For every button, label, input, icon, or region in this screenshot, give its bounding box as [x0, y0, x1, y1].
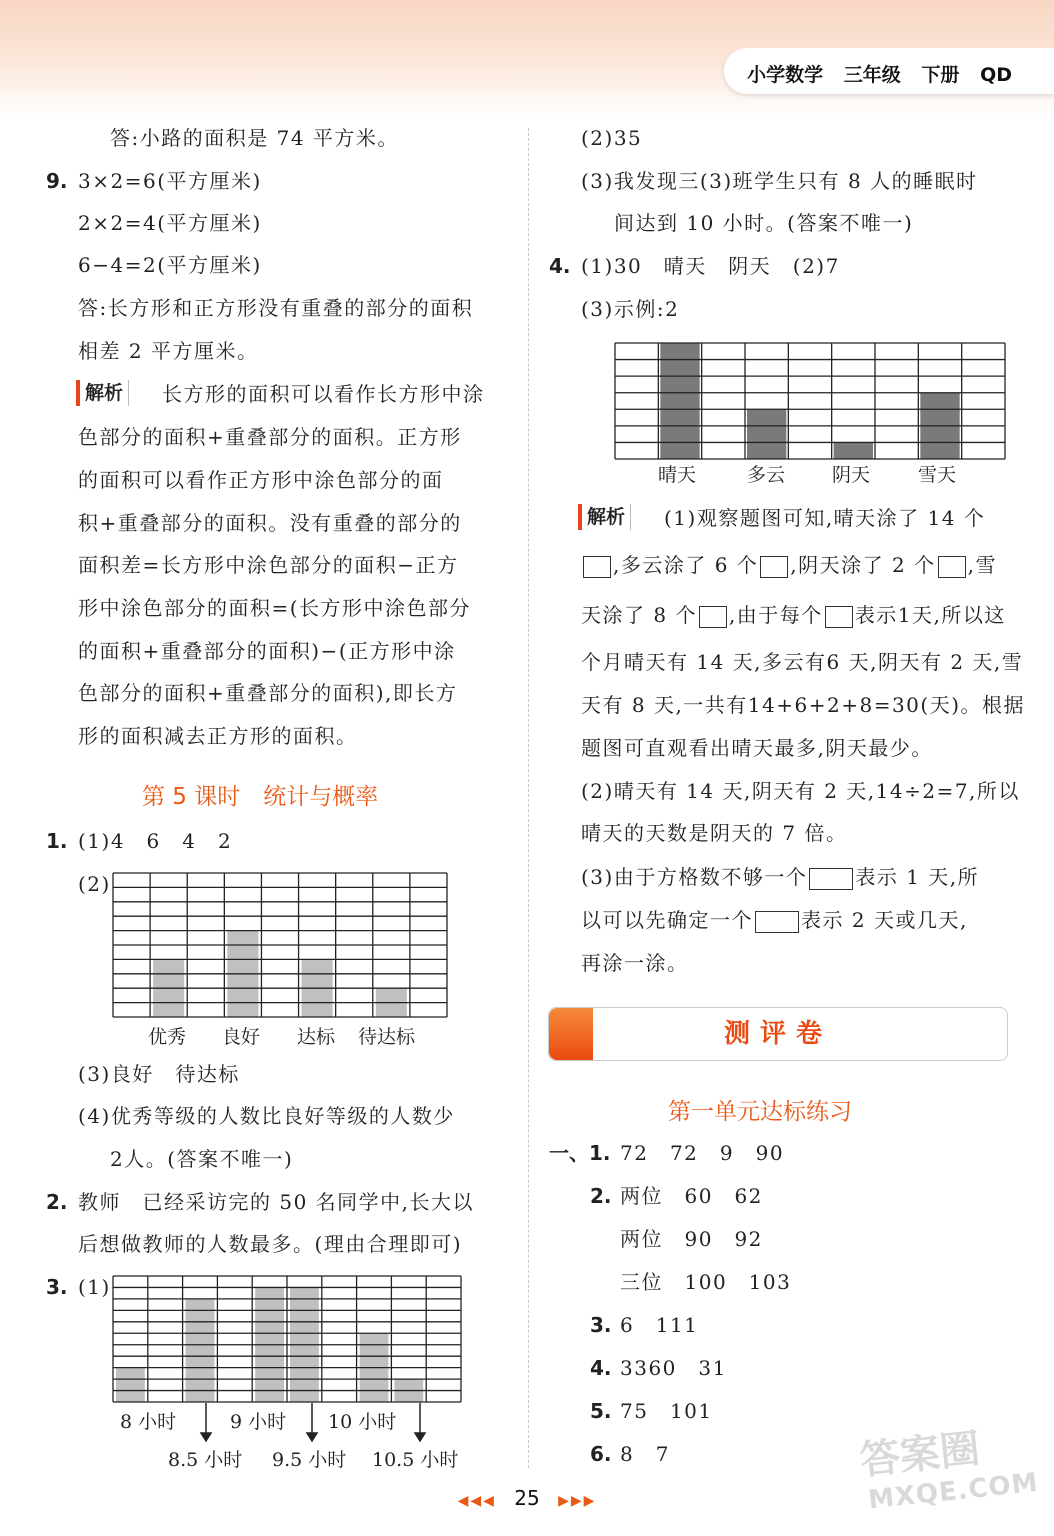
square-symbol — [583, 556, 611, 578]
chart1-x-label: 达标 — [297, 1026, 336, 1048]
chart-grid-group — [113, 873, 447, 1017]
chart2-pointer-arrows — [112, 1403, 462, 1443]
q3-part-1: (1) — [78, 1275, 111, 1299]
q8-answer: 答:小路的面积是 74 平方米。 — [110, 126, 399, 150]
q9-answer-2: 相差 2 平方厘米。 — [78, 339, 259, 363]
analysis-right-line: 个月晴天有 14 天,多云有6 天,阴天有 2 天,雪 — [581, 650, 1024, 674]
e3-number: 3. — [590, 1313, 612, 1337]
e3-answer: 6 111 — [620, 1313, 699, 1337]
analysis-right-line: ,多云涂了 6 个 ,阴天涂了 2 个 ,雪 — [581, 553, 997, 578]
e2-line-1: 两位 60 62 — [620, 1184, 763, 1208]
q9-line-2: 2×2=4(平方厘米) — [78, 211, 262, 235]
analysis-line: 面积差=长方形中涂色部分的面积−正方 — [78, 553, 459, 577]
chart1-x-label: 优秀 — [148, 1026, 187, 1048]
header-title — [747, 60, 1012, 87]
e5-number: 5. — [590, 1399, 612, 1423]
analysis-right-line: (2)晴天有 14 天,阴天有 2 天,14÷2=7,所以 — [581, 779, 1020, 803]
header-subject: 小学数学 — [747, 64, 824, 86]
analysis-line: 色部分的面积+重叠部分的面积。正方形 — [78, 425, 462, 449]
analysis-right-line: (1)观察题图可知,晴天涂了 14 个 — [664, 506, 986, 530]
q1-number: 1. — [46, 829, 68, 853]
q1-part-3: (3)良好 待达标 — [78, 1062, 240, 1086]
square-symbol — [760, 556, 788, 578]
square-symbol — [825, 606, 853, 628]
square-symbol — [699, 606, 727, 628]
q2-number: 2. — [46, 1190, 68, 1214]
analysis-line: 色部分的面积+重叠部分的面积),即长方 — [78, 681, 458, 705]
bar-1 — [116, 1368, 145, 1402]
e6-answer: 8 7 — [620, 1442, 670, 1466]
q3-part-2: (2)35 — [581, 126, 643, 150]
chart2-x-label: 8.5 小时 — [168, 1449, 243, 1471]
q9-line-1: 3×2=6(平方厘米) — [78, 169, 262, 193]
q1-part-4b: 2人。(答案不唯一) — [110, 1147, 294, 1171]
analysis-line: 的面积+重叠部分的面积)−(正方形中涂 — [78, 639, 456, 663]
q4-number: 4. — [549, 254, 571, 278]
q1-part-1: (1)4 6 4 2 — [78, 829, 233, 853]
q3-part-3a: (3)我发现三(3)班学生只有 8 人的睡眠时 — [581, 169, 978, 193]
chart3-x-label: 阴天 — [832, 464, 871, 486]
analysis-line: 积+重叠部分的面积。没有重叠的部分的 — [78, 511, 462, 535]
analysis-tag-left: 解析 — [76, 380, 129, 406]
e4-answer: 3360 31 — [620, 1356, 727, 1380]
bar-3 — [834, 442, 873, 459]
header-grade: 三年级 — [843, 64, 901, 86]
bar-2 — [186, 1299, 215, 1402]
e5-answer: 75 101 — [620, 1399, 713, 1423]
analysis-line: 形的面积减去正方形的面积。 — [78, 724, 358, 748]
arrow-head — [201, 1433, 211, 1441]
unit-title: 第一单元达标练习 — [668, 1099, 852, 1125]
eval-title: 测评卷 — [723, 1019, 832, 1049]
analysis-line: 形中涂色部分的面积=(长方形中涂色部分 — [78, 596, 472, 620]
left-arrows-icon: ◀◀◀ — [457, 1493, 496, 1509]
e2-line-3: 三位 100 103 — [620, 1270, 792, 1294]
analysis-right-line: 以可以先确定一个 表示 2 天或几天, — [581, 908, 968, 932]
q9-line-3: 6−4=2(平方厘米) — [78, 253, 262, 277]
chart1-x-label: 待达标 — [358, 1026, 416, 1048]
chart-grades — [112, 872, 448, 1018]
q2-line-1: 教师 已经采访完的 50 名同学中,长大以 — [78, 1190, 475, 1214]
q2-line-2: 后想做教师的人数最多。(理由合理即可) — [78, 1232, 463, 1256]
e1-number: 一、1. — [549, 1141, 611, 1165]
analysis-right-line: (3)由于方格数不够一个 表示 1 天,所 — [581, 865, 980, 889]
chart-weather — [614, 342, 1006, 460]
chart1-x-label: 良好 — [222, 1026, 261, 1048]
section-title: 第 5 课时 统计与概率 — [142, 784, 379, 810]
eval-banner — [548, 1007, 1008, 1061]
analysis-right-line: 天涂了 8 个 ,由于每个 表示1天,所以这 — [581, 603, 1006, 627]
q3-number: 3. — [46, 1275, 68, 1299]
chart3-x-label: 多云 — [747, 464, 786, 486]
chart2-x-label: 10 小时 — [328, 1411, 397, 1433]
chart2-x-label: 8 小时 — [120, 1411, 177, 1433]
analysis-right-line: 天有 8 天,一共有14+6+2+8=30(天)。根据 — [581, 693, 1026, 717]
analysis-right-line: 晴天的天数是阴天的 7 倍。 — [581, 821, 848, 845]
e4-number: 4. — [590, 1356, 612, 1380]
q4-line-1: (1)30 晴天 阴天 (2)7 — [581, 254, 840, 278]
chart2-x-label: 9 小时 — [230, 1411, 287, 1433]
right-arrows-icon: ▶▶▶ — [558, 1493, 597, 1509]
q1-part-4a: (4)优秀等级的人数比良好等级的人数少 — [78, 1104, 455, 1128]
analysis-line: 的面积可以看作正方形中涂色部分的面 — [78, 468, 444, 492]
analysis-right-line: 题图可直观看出晴天最多,阴天最少。 — [581, 736, 933, 760]
q9-number: 9. — [46, 169, 68, 193]
bar-1 — [660, 343, 699, 459]
e2-line-2: 两位 90 92 — [620, 1227, 763, 1251]
chart2-x-label: 10.5 小时 — [372, 1449, 459, 1471]
arrow-head — [307, 1433, 317, 1441]
q4-line-2: (3)示例:2 — [581, 297, 680, 321]
column-divider — [528, 128, 529, 1468]
chart2-x-label: 9.5 小时 — [272, 1449, 347, 1471]
chart-grid-group — [113, 1276, 461, 1402]
page-number: 25 — [514, 1486, 540, 1510]
chart-sleep — [112, 1275, 462, 1403]
header-volume: 下册 — [921, 64, 960, 86]
e6-number: 6. — [590, 1442, 612, 1466]
analysis-tag-right: 解析 — [578, 504, 631, 530]
arrow-head — [415, 1433, 425, 1441]
chart3-x-label: 晴天 — [658, 464, 697, 486]
rectangle-symbol — [755, 911, 799, 933]
chart3-x-label: 雪天 — [918, 464, 957, 486]
e2-number: 2. — [590, 1184, 612, 1208]
q1-part-2: (2) — [78, 872, 111, 896]
rectangle-symbol — [809, 868, 853, 890]
analysis-right-line: 再涂一涂。 — [581, 951, 689, 975]
chart-grid-group — [615, 343, 1005, 459]
watermark: 答案圈 MXQE.COM — [858, 1425, 1041, 1516]
q3-part-3b: 间达到 10 小时。(答案不唯一) — [614, 211, 914, 235]
square-symbol — [938, 556, 966, 578]
e1-answer: 72 72 9 90 — [620, 1141, 785, 1165]
bar-2 — [747, 409, 786, 459]
q9-answer-1: 答:长方形和正方形没有重叠的部分的面积 — [78, 296, 474, 320]
analysis-line: 长方形的面积可以看作长方形中涂 — [162, 382, 485, 406]
header-edition: QD — [980, 64, 1012, 86]
